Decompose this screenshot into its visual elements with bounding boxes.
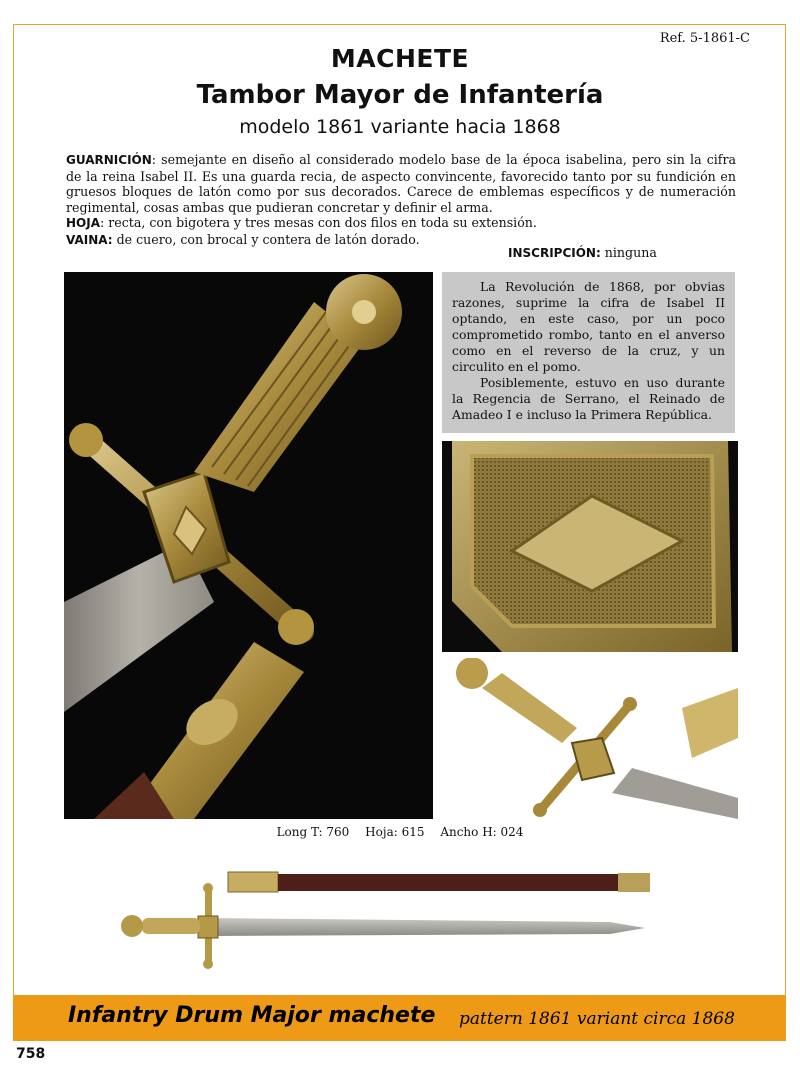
english-title-banner — [13, 995, 786, 1041]
inscripcion-label: INSCRIPCIÓN: — [508, 246, 601, 260]
hilt-white-background-photo — [442, 658, 738, 819]
title-line-2: Tambor Mayor de Infantería — [196, 80, 604, 110]
hoja-label: HOJA — [66, 216, 100, 230]
guarnicion-label: GUARNICIÓN — [66, 153, 152, 167]
inscripcion-line — [508, 245, 657, 260]
reference-code: Ref. 5-1861-C — [659, 31, 750, 46]
dimensions-line — [0, 825, 800, 839]
inscripcion-text: ninguna — [600, 245, 657, 260]
banner-subtitle: pattern 1861 variant circa 1868 — [459, 1009, 735, 1029]
main-hilt-photo — [64, 272, 433, 819]
note-paragraph-2: Posiblemente, estuvo en uso durante la Regencia de Serrano, el Reinado de Amadeo I e incluso la Primera República. — [452, 375, 725, 422]
hoja-paragraph — [66, 215, 736, 232]
title-line-1: MACHETE — [330, 44, 470, 73]
dimension-blade: Hoja: 615 — [365, 825, 425, 839]
dimension-length: Long T: 760 — [276, 825, 350, 839]
guard-rhombus-detail-photo — [442, 441, 738, 652]
vaina-label: VAINA: — [66, 232, 113, 247]
page-number: 758 — [16, 1046, 46, 1062]
dimension-width: Ancho H: 024 — [440, 825, 524, 839]
history-note — [442, 272, 735, 433]
description-block — [66, 152, 736, 248]
note-paragraph-1: La Revolución de 1868, por obvias razones, suprime la cifra de Isabel II optando, en este caso, por un poco comprometido rombo, tanto en el anverso como en el reverso de la cruz, y un circulito en el pomo. — [452, 279, 725, 374]
banner-title: Infantry Drum Major machete — [68, 1003, 436, 1028]
hoja-text: : recta, con bigotera y tres mesas con dos filos en toda su extensión. — [100, 215, 537, 230]
guarnicion-text: : semejante en diseño al considerado modelo base de la época isabelina, pero sin la cifra de la reina Isabel II. Es una guarda recia, de aspecto convincente, favorecido tanto por su fundición en gruesos bloques de latón como por sus decorados. Carece de emblemas específicos y de numeración regimental, cosas ambas que pudieran concretar y definir el arma. — [66, 152, 736, 215]
vaina-text: de cuero, con brocal y contera de latón dorado. — [112, 231, 420, 247]
full-machete-photo — [110, 860, 670, 972]
guarnicion-paragraph — [66, 152, 736, 215]
title-line-3: modelo 1861 variante hacia 1868 — [239, 116, 561, 138]
